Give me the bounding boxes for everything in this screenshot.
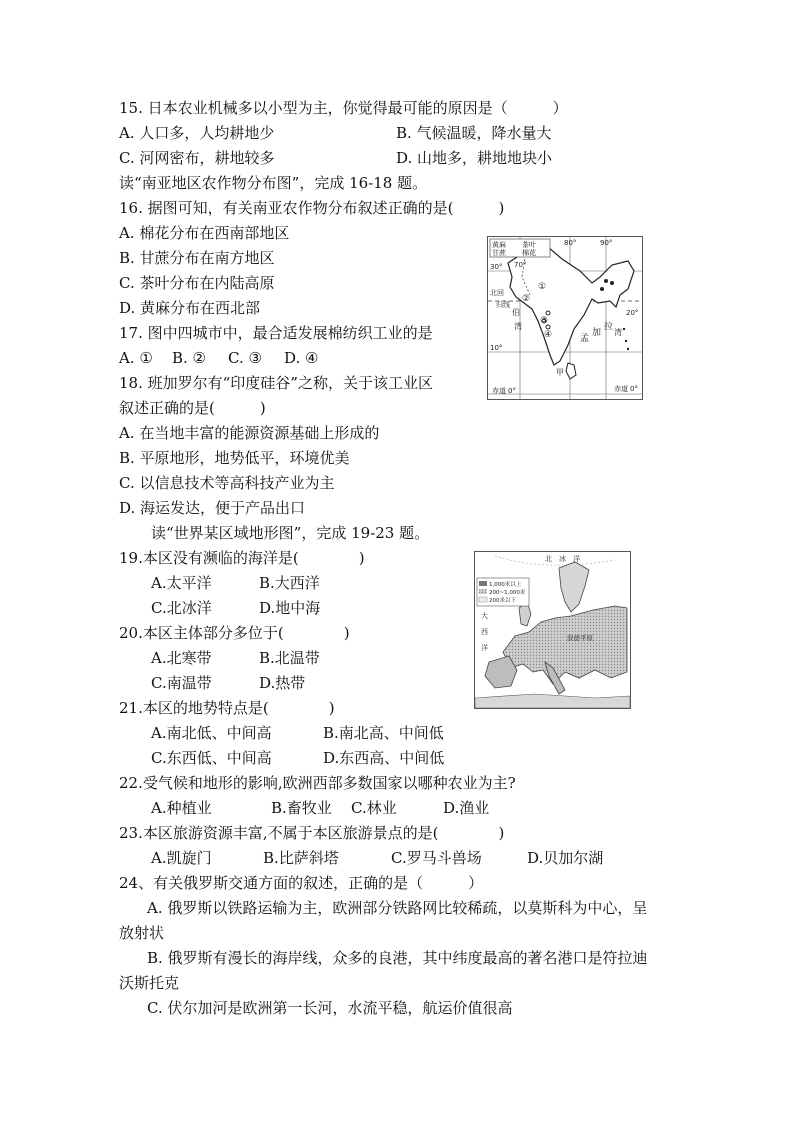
arabian-sea-label: 伯 <box>512 308 520 317</box>
question-24-option-b[interactable]: B. 俄罗斯有漫长的海岸线，众多的良港，其中纬度最高的著名港口是符拉迪 <box>147 949 648 967</box>
question-23-option-d[interactable]: D.贝加尔湖 <box>527 849 604 867</box>
bay-bengal-3: 拉 <box>604 322 614 332</box>
question-20-option-d[interactable]: D.热带 <box>259 674 306 692</box>
question-15-option-c[interactable]: C. 河网密布，耕地较多 <box>119 149 275 167</box>
question-18-option-d[interactable]: D. 海运发达，便于产品出口 <box>119 499 306 517</box>
legend-high-label: 1,000米以上 <box>489 582 522 588</box>
question-16-stem: 16. 据图可知，有关南亚农作物分布叙述正确的是( ) <box>119 199 505 217</box>
europe-terrain-map <box>474 551 631 709</box>
city-marker-2: ② <box>522 294 531 304</box>
tropic-label-1: 北回 <box>490 289 504 297</box>
question-18-stem-line1: 18. 班加罗尔有“印度硅谷”之称，关于该工业区 <box>119 374 433 392</box>
legend-cotton: 棉花 <box>522 249 536 257</box>
question-21-option-c[interactable]: C.东西低、中间高 <box>151 749 272 767</box>
question-19-option-c[interactable]: C.北冰洋 <box>151 599 212 617</box>
question-20-option-a[interactable]: A.北寒带 <box>151 649 212 667</box>
question-20-option-b[interactable]: B.北温带 <box>259 649 320 667</box>
deg70-label: 70° <box>514 261 527 269</box>
plain-label: 波德平原 <box>567 634 593 642</box>
question-18-option-a[interactable]: A. 在当地丰富的能源资源基础上形成的 <box>119 424 380 442</box>
crop-dot <box>610 281 614 285</box>
legend-swatch-low <box>479 597 487 602</box>
question-23-option-b[interactable]: B.比萨斜塔 <box>263 849 339 867</box>
question-17-option-c[interactable]: C. ③ <box>228 349 262 367</box>
crop-dot <box>604 279 608 283</box>
crop-dot <box>623 328 625 330</box>
question-20-option-c[interactable]: C.南温带 <box>151 674 212 692</box>
question-17-option-d[interactable]: D. ④ <box>284 349 319 367</box>
question-24-option-a[interactable]: A. 俄罗斯以铁路运输为主，欧洲部分铁路网比较稀疏，以莫斯科为中心，呈 <box>147 899 648 917</box>
legend-jute: 黄麻 <box>492 241 506 249</box>
atlantic-label-1: 大 <box>481 612 488 620</box>
bay-bengal-4: 湾 <box>614 328 622 337</box>
intro-16-18: 读“南亚地区农作物分布图”，完成 16-18 题。 <box>119 174 428 192</box>
question-22-stem: 22.受气候和地形的影响,欧洲西部多数国家以哪种农业为主? <box>119 774 516 792</box>
lat-30-label: 30° <box>490 263 503 271</box>
equator-left-deg: 0° <box>508 387 516 395</box>
lon-80-label: 80° <box>564 239 577 247</box>
equator-right-deg: 0° <box>630 385 638 393</box>
question-19-option-b[interactable]: B.大西洋 <box>259 574 320 592</box>
question-17-option-b[interactable]: B. ② <box>172 349 207 367</box>
question-16-option-a[interactable]: A. 棉花分布在西南部地区 <box>119 224 290 242</box>
question-21-option-a[interactable]: A.南北低、中间高 <box>151 724 272 742</box>
crop-dot <box>625 340 627 342</box>
question-24-option-a-cont: 放射状 <box>119 924 165 942</box>
question-16-option-c[interactable]: C. 茶叶分布在内陆高原 <box>119 274 275 292</box>
arctic-ocean-label: 北 冰 洋 <box>545 555 580 563</box>
question-22-option-d[interactable]: D.渔业 <box>443 799 490 817</box>
city-jia: 甲 <box>556 368 564 377</box>
question-19-stem: 19.本区没有濒临的海洋是( ) <box>119 549 365 567</box>
question-17-stem: 17. 图中四城市中，最合适发展棉纺织工业的是 <box>119 324 433 342</box>
lat-10-label: 10° <box>490 344 503 352</box>
question-16-option-b[interactable]: B. 甘蔗分布在南方地区 <box>119 249 275 267</box>
question-15-stem: 15. 日本农业机械多以小型为主，你觉得最可能的原因是（ ） <box>119 99 568 117</box>
lon-90-label: 90° <box>600 239 613 247</box>
question-23-stem: 23.本区旅游资源丰富,不属于本区旅游景点的是( ) <box>119 824 505 842</box>
bay-bengal-2: 加 <box>592 328 602 338</box>
question-15-option-a[interactable]: A. 人口多，人均耕地少 <box>119 124 275 142</box>
india-landmass <box>508 247 634 365</box>
bay-bengal-1: 孟 <box>580 334 590 344</box>
city-marker-3: ③ <box>540 316 549 326</box>
sri-lanka <box>566 363 576 379</box>
atlantic-label-2: 西 <box>481 628 488 636</box>
question-22-option-c[interactable]: C.林业 <box>351 799 397 817</box>
question-21-option-d[interactable]: D.东西高、中间低 <box>323 749 445 767</box>
crop-dot <box>627 348 629 350</box>
question-15-option-d[interactable]: D. 山地多，耕地地块小 <box>396 149 553 167</box>
intro-19-23: 读“世界某区域地形图”，完成 19-23 题。 <box>151 524 430 542</box>
south-asia-crop-map <box>487 236 643 400</box>
question-22-option-b[interactable]: B.畜牧业 <box>271 799 332 817</box>
equator-right-label: 赤道 <box>614 385 628 393</box>
legend-mid-label: 200~1,000米 <box>489 590 526 596</box>
question-24-option-c[interactable]: C. 伏尔加河是欧洲第一长河，水流平稳，航运价值很高 <box>147 999 513 1017</box>
question-24-option-b-cont: 沃斯托克 <box>119 974 180 992</box>
question-18-stem-line2: 叙述正确的是( ) <box>119 399 266 417</box>
question-19-option-a[interactable]: A.太平洋 <box>151 574 212 592</box>
tropic-label-2: 归线 <box>496 301 510 309</box>
question-21-option-b[interactable]: B.南北高、中间低 <box>323 724 444 742</box>
legend-low-label: 200米以下 <box>489 598 516 604</box>
question-18-option-c[interactable]: C. 以信息技术等高科技产业为主 <box>119 474 335 492</box>
question-17-option-a[interactable]: A. ① <box>119 349 153 367</box>
legend-tea: 茶叶 <box>522 241 536 249</box>
legend-swatch-high <box>479 581 487 586</box>
atlantic-label-3: 洋 <box>481 644 488 652</box>
legend-sugar: 甘蔗 <box>492 249 506 257</box>
question-18-option-b[interactable]: B. 平原地形，地势低平，环境优美 <box>119 449 350 467</box>
lat-20-label: 20° <box>626 309 639 317</box>
city-marker-4: ④ <box>544 330 553 340</box>
question-15-option-b[interactable]: B. 气候温暖，降水量大 <box>396 124 552 142</box>
question-21-stem: 21.本区的地势特点是( ) <box>119 699 335 717</box>
question-22-option-a[interactable]: A.种植业 <box>151 799 212 817</box>
question-20-stem: 20.本区主体部分多位于( ) <box>119 624 350 642</box>
question-23-option-a[interactable]: A.凯旋门 <box>151 849 212 867</box>
question-19-option-d[interactable]: D.地中海 <box>259 599 321 617</box>
question-23-option-c[interactable]: C.罗马斗兽场 <box>391 849 482 867</box>
crop-dot <box>600 287 604 291</box>
arabian-sea-label-2: 湾 <box>514 322 522 331</box>
city-marker-1: ① <box>538 282 547 292</box>
legend-swatch-mid <box>479 589 487 594</box>
question-16-option-d[interactable]: D. 黄麻分布在西北部 <box>119 299 261 317</box>
question-24-stem: 24、有关俄罗斯交通方面的叙述，正确的是（ ） <box>119 874 484 892</box>
equator-left-label: 赤道 <box>492 387 506 395</box>
